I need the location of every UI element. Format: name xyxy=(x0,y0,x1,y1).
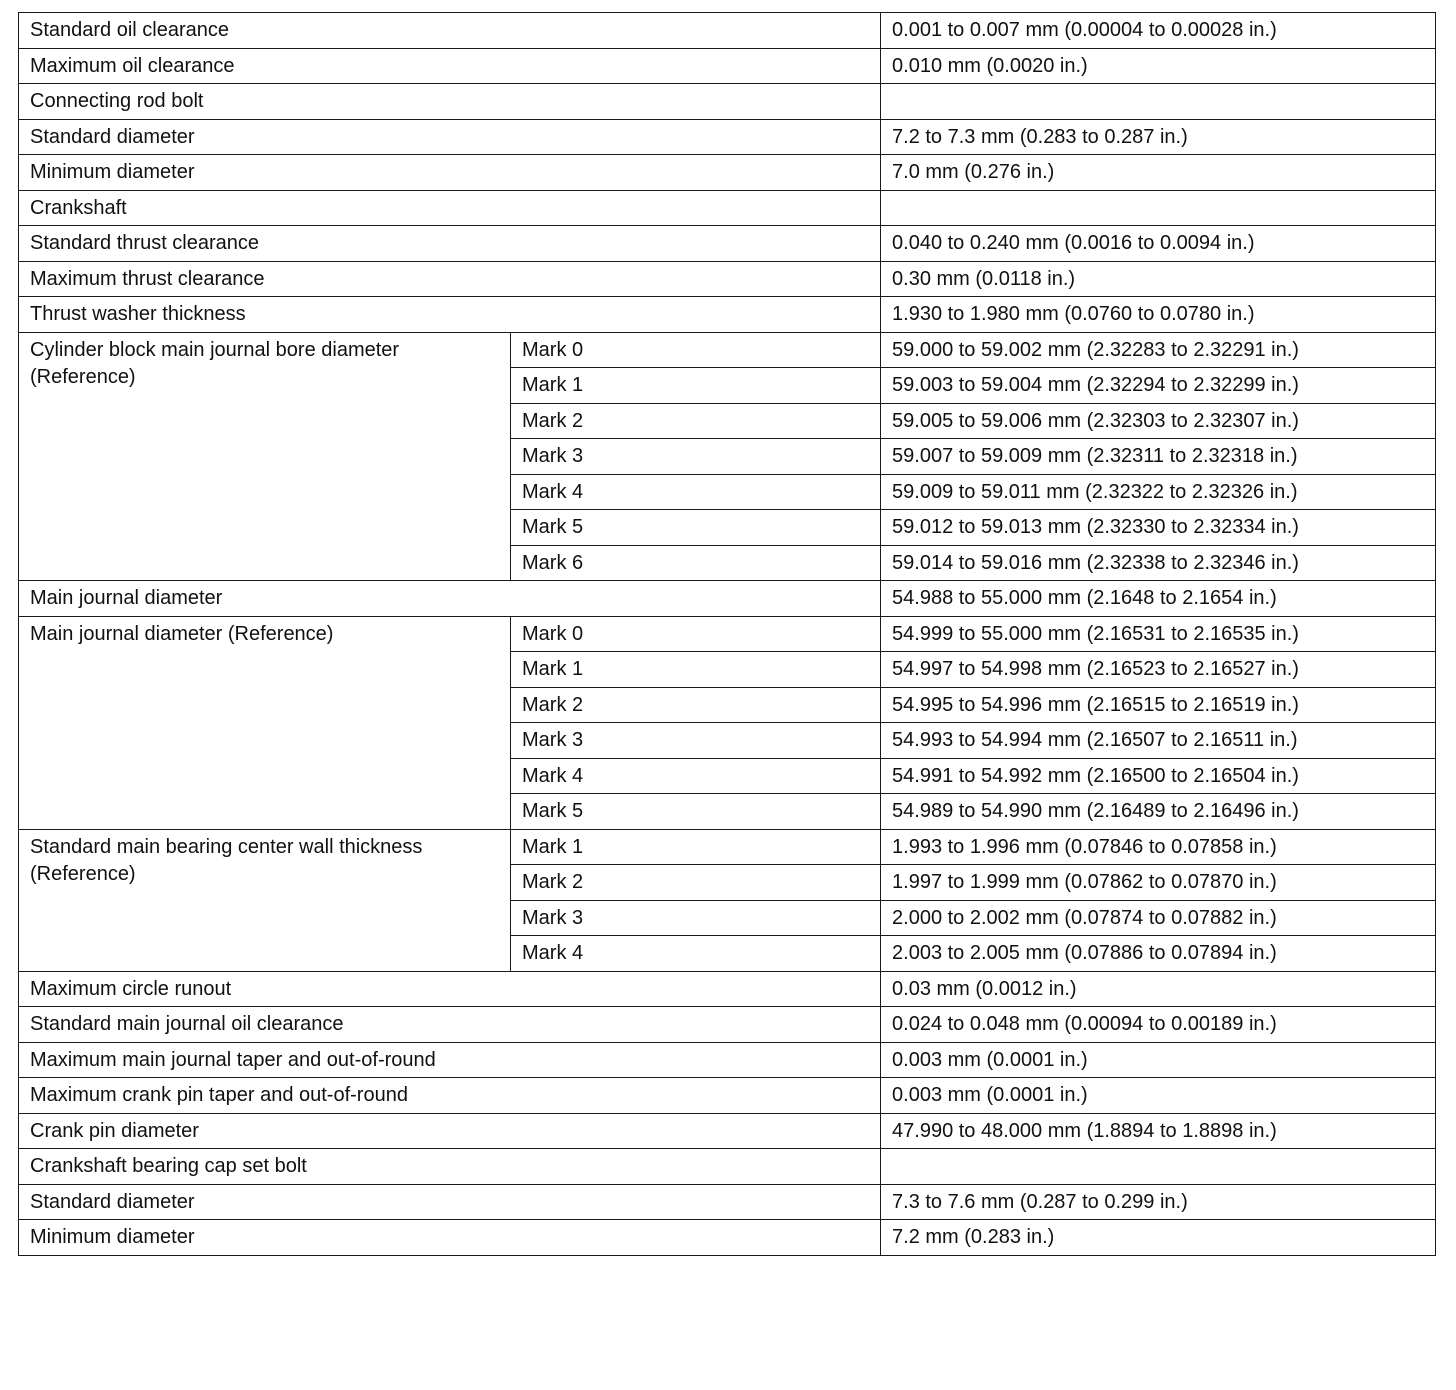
row-label: Crankshaft bearing cap set bolt xyxy=(19,1149,881,1185)
group-label-wall-thickness: Standard main bearing center wall thickness (Reference) xyxy=(19,829,511,971)
row-value: 7.2 to 7.3 mm (0.283 to 0.287 in.) xyxy=(881,119,1436,155)
table-row xyxy=(19,1184,1436,1220)
row-value: 0.040 to 0.240 mm (0.0016 to 0.0094 in.) xyxy=(881,226,1436,262)
row-label: Standard diameter xyxy=(19,119,881,155)
mark-cell: Mark 4 xyxy=(511,936,881,972)
row-label: Thrust washer thickness xyxy=(19,297,881,333)
mark-cell: Mark 6 xyxy=(511,545,881,581)
row-value: 54.991 to 54.992 mm (2.16500 to 2.16504 in.) xyxy=(881,758,1436,794)
row-value: 0.003 mm (0.0001 in.) xyxy=(881,1078,1436,1114)
mark-cell: Mark 1 xyxy=(511,829,881,865)
table-row xyxy=(19,155,1436,191)
table-row xyxy=(19,616,1436,652)
table-row xyxy=(19,1149,1436,1185)
row-value: 59.003 to 59.004 mm (2.32294 to 2.32299 in.) xyxy=(881,368,1436,404)
row-value: 1.930 to 1.980 mm (0.0760 to 0.0780 in.) xyxy=(881,297,1436,333)
mark-cell: Mark 1 xyxy=(511,368,881,404)
table-row xyxy=(19,261,1436,297)
row-value xyxy=(881,1149,1436,1185)
table-row xyxy=(19,226,1436,262)
table-row xyxy=(19,190,1436,226)
table-row xyxy=(19,13,1436,49)
row-label: Minimum diameter xyxy=(19,155,881,191)
row-value: 0.024 to 0.048 mm (0.00094 to 0.00189 in.) xyxy=(881,1007,1436,1043)
row-value: 7.0 mm (0.276 in.) xyxy=(881,155,1436,191)
table-row xyxy=(19,1042,1436,1078)
row-value: 59.014 to 59.016 mm (2.32338 to 2.32346 in.) xyxy=(881,545,1436,581)
group-label-main-journal: Main journal diameter (Reference) xyxy=(19,616,511,829)
row-value xyxy=(881,190,1436,226)
mark-cell: Mark 2 xyxy=(511,865,881,901)
row-value: 2.000 to 2.002 mm (0.07874 to 0.07882 in.) xyxy=(881,900,1436,936)
table-row xyxy=(19,581,1436,617)
mark-cell: Mark 1 xyxy=(511,652,881,688)
row-value: 0.010 mm (0.0020 in.) xyxy=(881,48,1436,84)
spec-table xyxy=(18,12,1436,1256)
row-label: Minimum diameter xyxy=(19,1220,881,1256)
row-value: 59.012 to 59.013 mm (2.32330 to 2.32334 in.) xyxy=(881,510,1436,546)
table-row xyxy=(19,829,1436,865)
row-value: 7.3 to 7.6 mm (0.287 to 0.299 in.) xyxy=(881,1184,1436,1220)
table-row xyxy=(19,332,1436,368)
row-label: Connecting rod bolt xyxy=(19,84,881,120)
mark-cell: Mark 3 xyxy=(511,900,881,936)
row-value: 59.007 to 59.009 mm (2.32311 to 2.32318 in.) xyxy=(881,439,1436,475)
mark-cell: Mark 2 xyxy=(511,403,881,439)
row-value: 47.990 to 48.000 mm (1.8894 to 1.8898 in.) xyxy=(881,1113,1436,1149)
group-label-bore-diameter: Cylinder block main journal bore diameter (Reference) xyxy=(19,332,511,581)
table-row xyxy=(19,48,1436,84)
mark-cell: Mark 4 xyxy=(511,474,881,510)
table-row xyxy=(19,84,1436,120)
row-value: 54.997 to 54.998 mm (2.16523 to 2.16527 in.) xyxy=(881,652,1436,688)
row-label: Maximum crank pin taper and out-of-round xyxy=(19,1078,881,1114)
table-row xyxy=(19,971,1436,1007)
row-label: Maximum thrust clearance xyxy=(19,261,881,297)
table-row xyxy=(19,1113,1436,1149)
mark-cell: Mark 3 xyxy=(511,723,881,759)
row-value: 1.993 to 1.996 mm (0.07846 to 0.07858 in.) xyxy=(881,829,1436,865)
row-label: Crankshaft xyxy=(19,190,881,226)
row-value: 54.988 to 55.000 mm (2.1648 to 2.1654 in.) xyxy=(881,581,1436,617)
row-value: 0.30 mm (0.0118 in.) xyxy=(881,261,1436,297)
mark-cell: Mark 2 xyxy=(511,687,881,723)
row-label: Standard oil clearance xyxy=(19,13,881,49)
row-label: Standard thrust clearance xyxy=(19,226,881,262)
row-value: 54.999 to 55.000 mm (2.16531 to 2.16535 in.) xyxy=(881,616,1436,652)
mark-cell: Mark 4 xyxy=(511,758,881,794)
row-label: Maximum main journal taper and out-of-round xyxy=(19,1042,881,1078)
row-value: 7.2 mm (0.283 in.) xyxy=(881,1220,1436,1256)
mark-cell: Mark 5 xyxy=(511,794,881,830)
row-label: Standard main journal oil clearance xyxy=(19,1007,881,1043)
row-label: Maximum oil clearance xyxy=(19,48,881,84)
row-value: 2.003 to 2.005 mm (0.07886 to 0.07894 in.) xyxy=(881,936,1436,972)
table-row xyxy=(19,297,1436,333)
row-label: Crank pin diameter xyxy=(19,1113,881,1149)
row-value: 1.997 to 1.999 mm (0.07862 to 0.07870 in.) xyxy=(881,865,1436,901)
table-row xyxy=(19,1007,1436,1043)
row-value: 0.001 to 0.007 mm (0.00004 to 0.00028 in.) xyxy=(881,13,1436,49)
row-value: 54.995 to 54.996 mm (2.16515 to 2.16519 in.) xyxy=(881,687,1436,723)
mark-cell: Mark 5 xyxy=(511,510,881,546)
table-row xyxy=(19,119,1436,155)
row-label: Maximum circle runout xyxy=(19,971,881,1007)
mark-cell: Mark 0 xyxy=(511,332,881,368)
table-row xyxy=(19,1220,1436,1256)
mark-cell: Mark 3 xyxy=(511,439,881,475)
row-value: 0.03 mm (0.0012 in.) xyxy=(881,971,1436,1007)
row-value: 54.989 to 54.990 mm (2.16489 to 2.16496 in.) xyxy=(881,794,1436,830)
row-value xyxy=(881,84,1436,120)
row-value: 59.009 to 59.011 mm (2.32322 to 2.32326 in.) xyxy=(881,474,1436,510)
row-value: 54.993 to 54.994 mm (2.16507 to 2.16511 in.) xyxy=(881,723,1436,759)
row-label: Main journal diameter xyxy=(19,581,881,617)
row-value: 59.000 to 59.002 mm (2.32283 to 2.32291 in.) xyxy=(881,332,1436,368)
row-value: 0.003 mm (0.0001 in.) xyxy=(881,1042,1436,1078)
table-row xyxy=(19,1078,1436,1114)
mark-cell: Mark 0 xyxy=(511,616,881,652)
row-label: Standard diameter xyxy=(19,1184,881,1220)
row-value: 59.005 to 59.006 mm (2.32303 to 2.32307 in.) xyxy=(881,403,1436,439)
